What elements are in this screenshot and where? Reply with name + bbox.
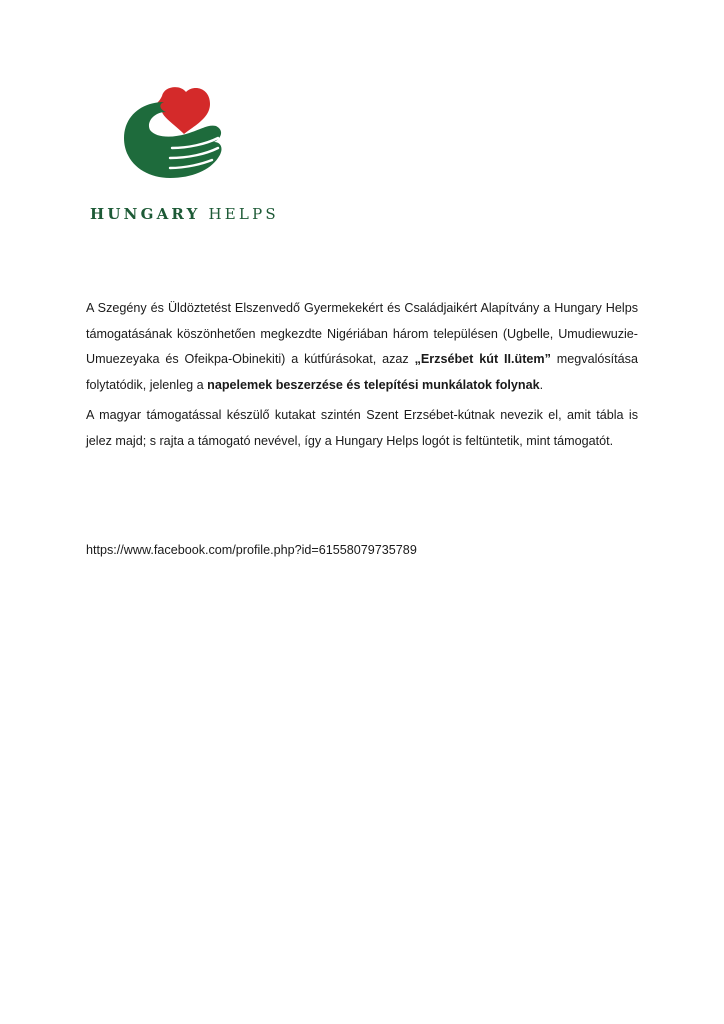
paragraph-1-bold-status: napelemek beszerzése és telepítési munkálatok folynak xyxy=(207,378,540,393)
paragraph-1-bold-project: „Erzsébet kút II.ütem” xyxy=(414,352,551,367)
body-text xyxy=(86,296,638,458)
paragraph-1-text-2: megvalósítása folytatódik, jelenleg a xyxy=(86,352,638,393)
paragraph-2: A magyar támogatással készülő kutakat szintén Szent Erzsébet-kútnak nevezik el, amit tábla is jelez majd; s rajta a támogató nevével, így a Hungary Helps logót is feltüntetik, mint támogatót. xyxy=(86,407,638,448)
heart-in-hand-icon xyxy=(114,82,226,180)
paragraph-1 xyxy=(86,296,638,399)
facebook-link[interactable]: https://www.facebook.com/profile.php?id=61558079735789 xyxy=(86,543,417,557)
logo-word-hungary: HUNGARY xyxy=(90,205,201,223)
hungary-helps-logo xyxy=(88,82,279,227)
logo-wordmark xyxy=(90,205,279,223)
paragraph-1-text-3: . xyxy=(539,378,544,393)
logo-word-helps: HELPS xyxy=(208,205,279,223)
paragraph-1-text-1: A Szegény és Üldöztetést Elszenvedő Gyermekekért és Családjaikért Alapítvány a Hungary Helps támogatásának köszönhetően megkezdte Nigériában három településen (Ugbelle, Umudiewuzie-Umuezeyaka és Ofeikpa-Obinekiti) a kútfúrásokat, azaz xyxy=(86,301,638,367)
